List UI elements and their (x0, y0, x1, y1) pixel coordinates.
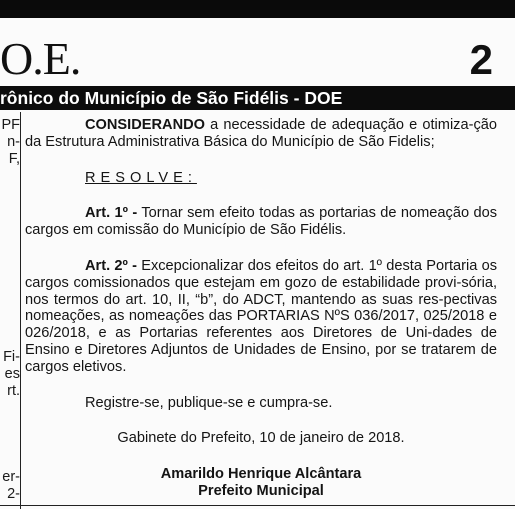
article-1-label: Art. 1º - (85, 205, 138, 222)
left-column-fragment (0, 469, 20, 503)
signer-name (25, 466, 497, 483)
considerando-label: CONSIDERANDO (85, 117, 205, 133)
top-black-bar (0, 0, 515, 18)
fragment-line: Fi- (3, 349, 20, 365)
fragment-line: F, (8, 151, 20, 167)
fragment-line: es (4, 366, 20, 382)
resolve-heading: RESOLVE: (85, 169, 197, 186)
article-2 (25, 258, 497, 376)
main-text-column (25, 117, 497, 500)
page-number: 2 (469, 36, 493, 83)
fragment-line: 2- (7, 486, 20, 502)
article-2-text: Excepcionalizar dos efeitos do art. 1º desta Portaria os cargos comissionados que estejam em gozo de estabilidade provi-sória, nos termos do art. 10, II, “b”, do ADCT, mantendo as suas res-pectivas nomeações, as nomeações das PORTARIAS NºS 036/2017, 025/2018 e 026/2018, e as Portarias referentes aos Diretores de Uni-dades de Ensino e Diretores Adjuntos de Unidades de Ensino, por se tratarem de cargos eletivos. (25, 257, 497, 375)
place-and-date: Gabinete do Prefeito, 10 de janeiro de 2018. (117, 430, 405, 447)
closing-formula: Registre-se, publique-se e cumpra-se. (85, 394, 333, 411)
masthead-title: O.E. (0, 33, 81, 84)
article-2-label: Art. 2º - (85, 257, 137, 274)
fragment-line: er- (2, 469, 20, 485)
publication-banner (0, 86, 515, 110)
fragment-line: PF (1, 117, 20, 133)
bottom-rule (0, 505, 515, 506)
article-1-text: Tornar sem efeito todas as portarias de nomeação dos cargos em comissão do Município de São Fidélis. (25, 205, 497, 239)
considerando-paragraph (25, 117, 497, 151)
banner-text: rônico do Município de São Fidélis - DOE (0, 88, 343, 108)
left-column-fragment (0, 349, 20, 400)
signer-name-text: Amarildo Henrique Alcântara (160, 466, 362, 483)
signer-title-text: Prefeito Municipal (198, 482, 324, 499)
left-column-fragment (0, 117, 20, 168)
considerando-text: a necessidade de adequação e otimiza-ção da Estrutura Administrativa Básica do Município de São Fidelis; (25, 117, 497, 150)
signer-title (25, 483, 497, 500)
fragment-line: n- (7, 134, 20, 150)
article-1 (25, 205, 497, 239)
fragment-line: rt. (7, 383, 20, 399)
column-divider (20, 112, 21, 509)
